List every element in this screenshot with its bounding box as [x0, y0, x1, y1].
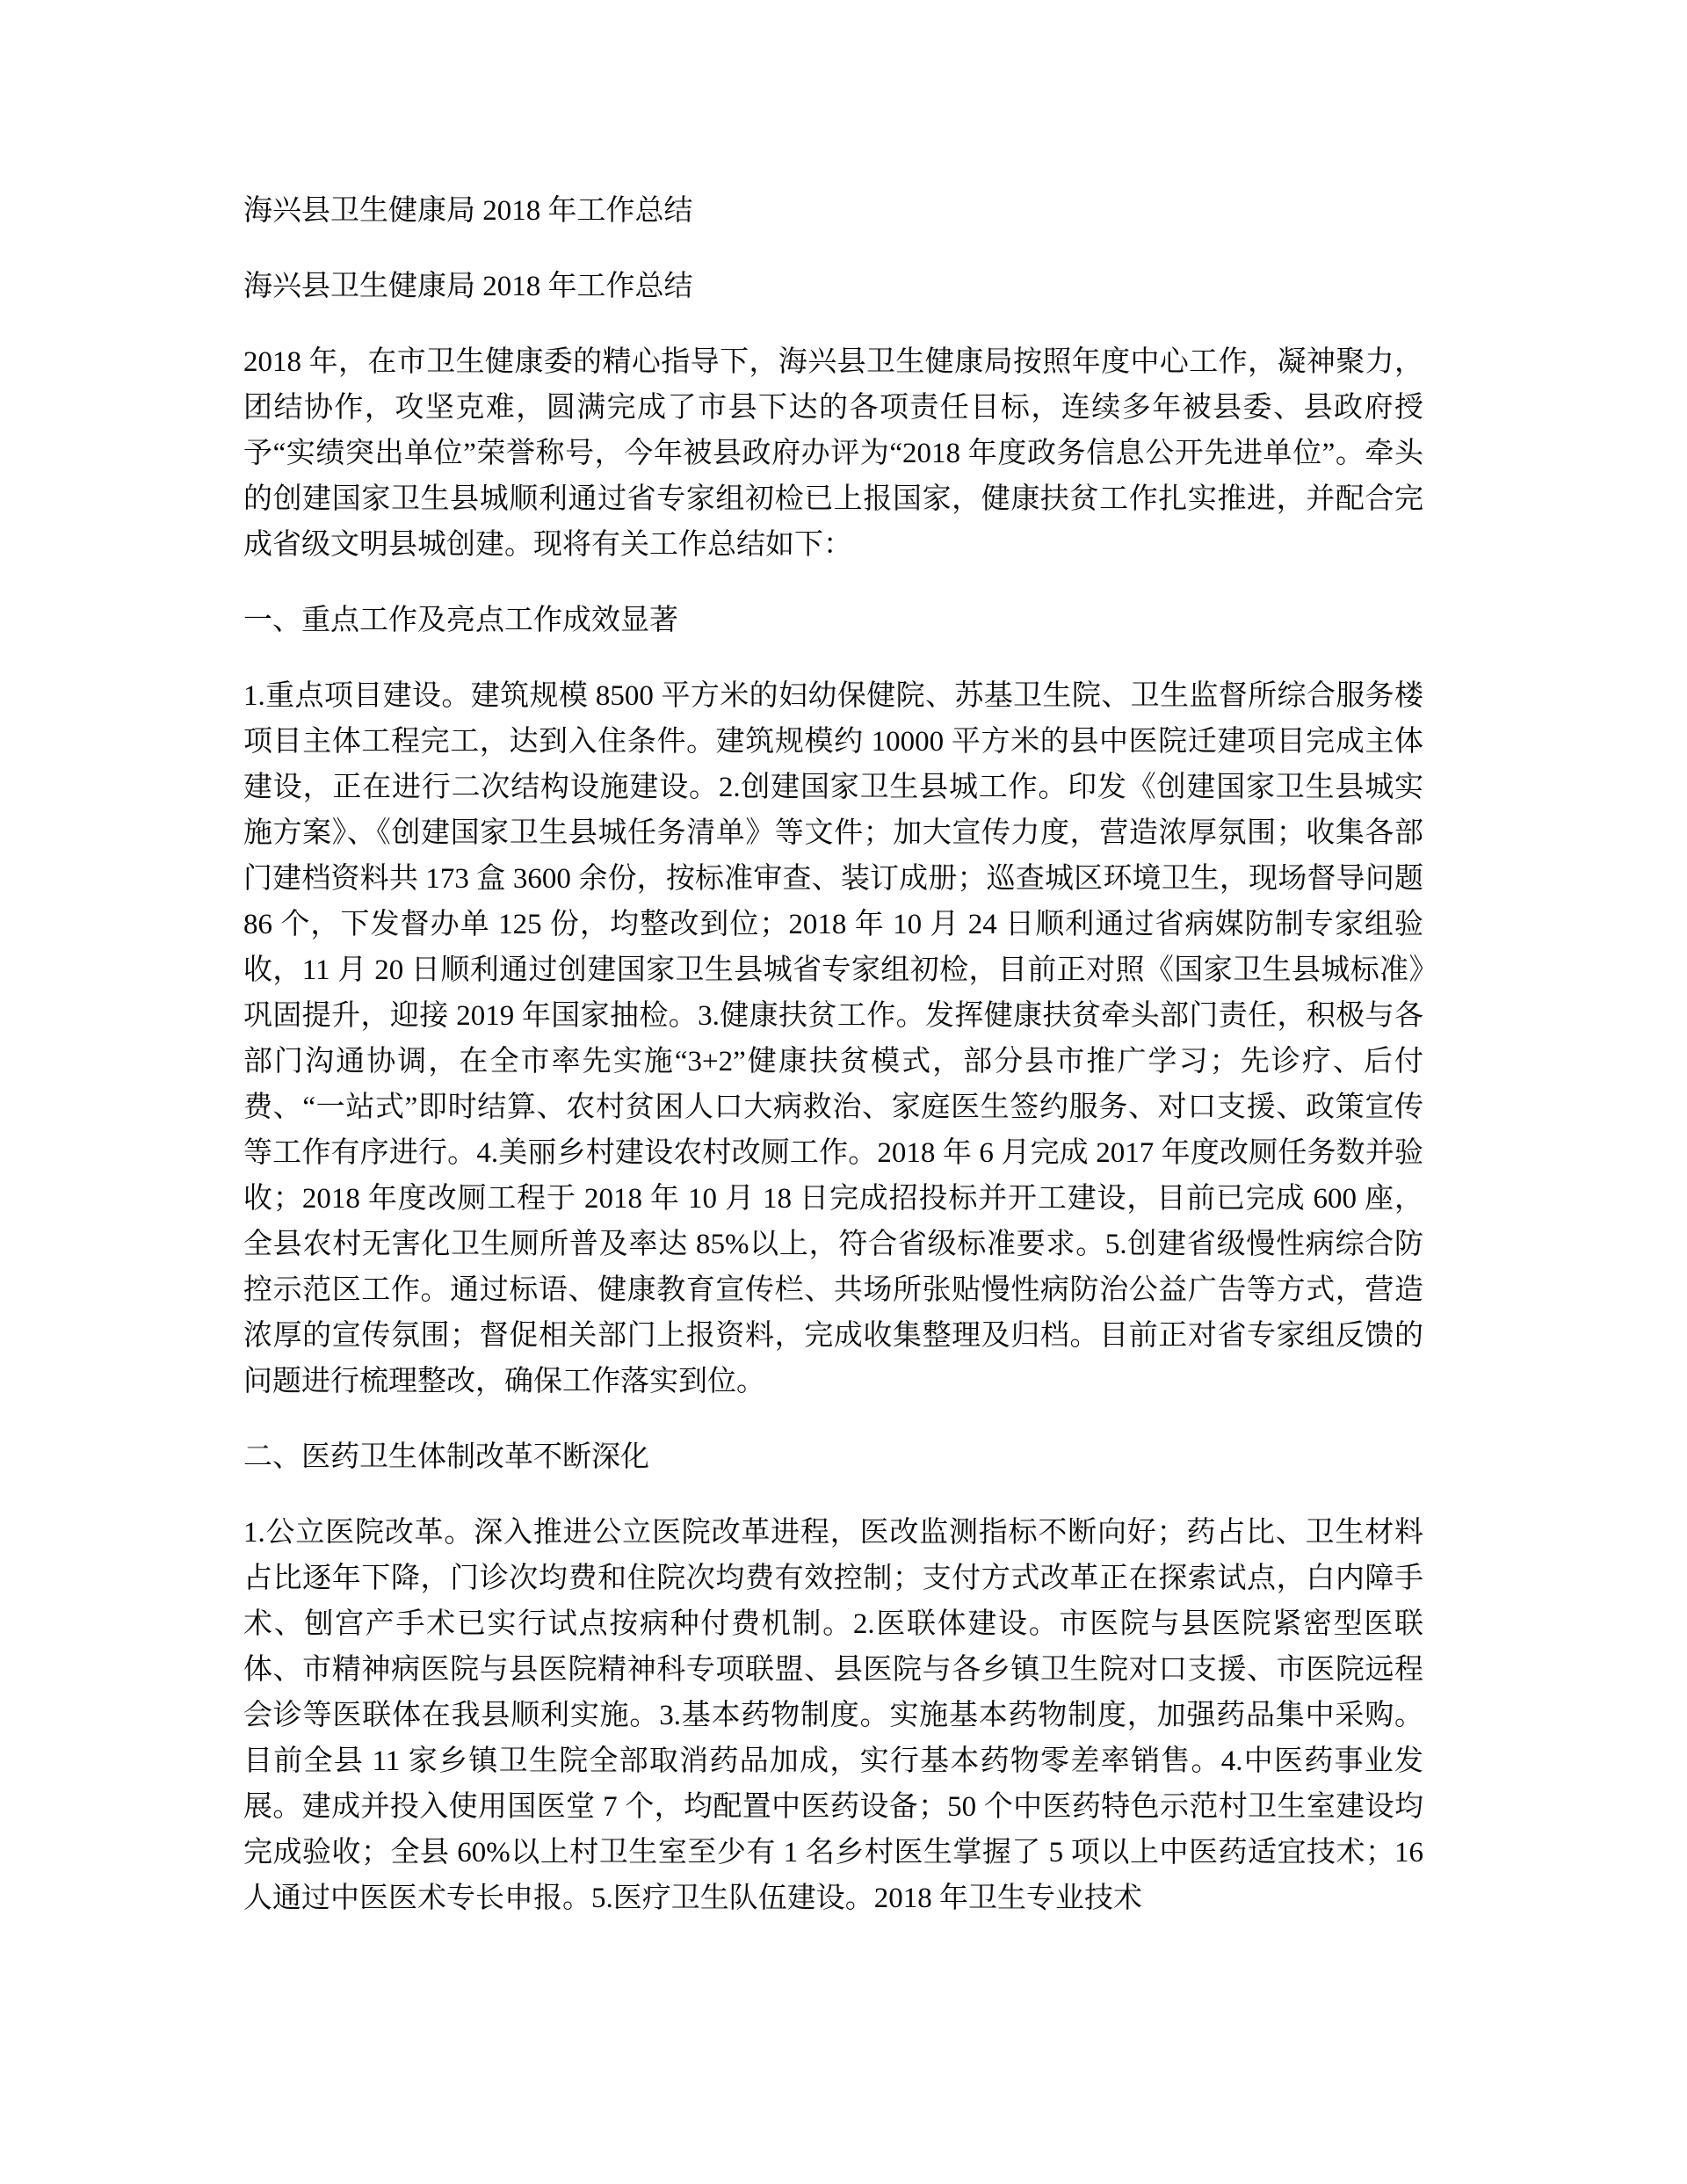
section-2-heading: 二、医药卫生体制改革不断深化 — [243, 1441, 649, 1473]
document-title-repeat: 海兴县卫生健康局 2018 年工作总结 — [243, 271, 693, 302]
section-1-body: 1.重点项目建设。建筑规模 8500 平方米的妇幼保健院、苏基卫生院、卫生监督所综合服务楼项目主体工程完工，达到入住条件。建筑规模约 10000 平方米的县中医院迁建项目完成主体建设，正在进行二次结构设施建设。2.创建国家卫生县城工作。印发《创建国家卫生县城实施方案》、《创建国家卫生县城任务清单》等文件；加大宣传力度，营造浓厚氛围；收集各部门建档资料共 173 盒 3600 余份，按标准审查、装订成册；巡查城区环境卫生，现场督导问题 86 个，下发督办单 125 份，均整改到位；2018 年 10 月 24 日顺利通过省病媒防制专家组验收，11 月 20 日顺利通过创建国家卫生县城省专家组初检，目前正对照《国家卫生县城标准》巩固提升，迎接 2019 年国家抽检。3.健康扶贫工作。发挥健康扶贫牵头部门责任，积极与各部门沟通协调，在全市率先实施“3+2”健康扶贫模式，部分县市推广学习；先诊疗、后付费、“一站式”即时结算、农村贫困人口大病救治、家庭医生签约服务、对口支援、政策宣传等工作有序进行。4.美丽乡村建设农村改厕工作。2018 年 6 月完成 2017 年度改厕任务数并验收；2018 年度改厕工程于 2018 年 10 月 18 日完成招投标并开工建设，目前已完成 600 座，全县农村无害化卫生厕所普及率达 85%以上，符合省级标准要求。5.创建省级慢性病综合防控示范区工作。通过标语、健康教育宣传栏、共场所张贴慢性病防治公益广告等方式，营造浓厚的宣传氛围；督促相关部门上报资料，完成收集整理及归档。目前正对省专家组反馈的问题进行梳理整改，确保工作落实到位。 — [243, 680, 1423, 1397]
section-2-body: 1.公立医院改革。深入推进公立医院改革进程，医改监测指标不断向好；药占比、卫生材料占比逐年下降，门诊次均费和住院次均费有效控制；支付方式改革正在探索试点，白内障手术、刨宫产手术已实行试点按病种付费机制。2.医联体建设。市医院与县医院紧密型医联体、市精神病医院与县医院精神科专项联盟、县医院与各乡镇卫生院对口支援、市医院远程会诊等医联体在我县顺利实施。3.基本药物制度。实施基本药物制度，加强药品集中采购。目前全县 11 家乡镇卫生院全部取消药品加成，实行基本药物零差率销售。4.中医药事业发展。建成并投入使用国医堂 7 个，均配置中医药设备；50 个中医药特色示范村卫生室建设均完成验收；全县 60%以上村卫生室至少有 1 名乡村医生掌握了 5 项以上中医药适宜技术；16 人通过中医医术专长申报。5.医疗卫生队伍建设。2018 年卫生专业技术 — [243, 1517, 1423, 1914]
intro-paragraph: 2018 年，在市卫生健康委的精心指导下，海兴县卫生健康局按照年度中心工作，凝神聚力，团结协作，攻坚克难，圆满完成了市县下达的各项责任目标，连续多年被县委、县政府授予“实绩突出单位”荣誉称号，今年被县政府办评为“2018 年度政务信息公开先进单位”。牵头的创建国家卫生县城顺利通过省专家组初检已上报国家，健康扶贫工作扎实推进，并配合完成省级文明县城创建。现将有关工作总结如下： — [243, 346, 1423, 561]
document-title: 海兴县卫生健康局 2018 年工作总结 — [243, 195, 693, 227]
section-1-heading: 一、重点工作及亮点工作成效显著 — [243, 605, 678, 636]
